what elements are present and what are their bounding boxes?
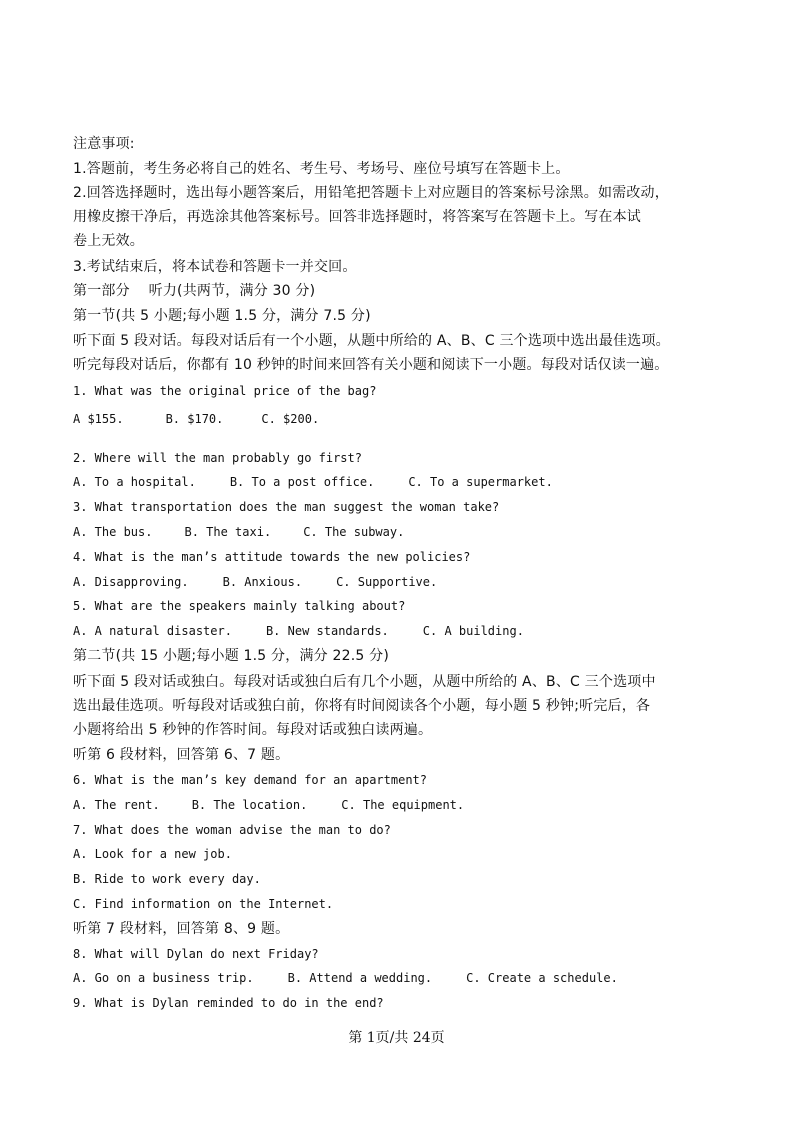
- question-7-stem: 7. What does the woman advise the man to do?: [73, 823, 391, 837]
- question-3-options: [73, 526, 404, 538]
- notice-item-2-cont: 用橡皮擦干净后，再选涂其他答案标号。回答非选择题时，将答案写在答题卡上。写在本试: [73, 209, 641, 225]
- option-b: B. To a post office.: [229, 475, 375, 489]
- section1-instruction-2: 听完每段对话后，你都有 10 秒钟的时间来回答有关小题和阅读下一小题。每段对话仅读一遍。: [73, 357, 669, 373]
- section2-instruction-2: 选出最佳选项。听每段对话或独白前，你将有时间阅读各个小题，每小题 5 秒钟;听完后，各: [73, 698, 651, 714]
- question-2-stem: 2. Where will the man probably go first?: [73, 451, 362, 465]
- option-a: A $155.: [73, 412, 124, 426]
- option-b: B. New standards.: [265, 624, 389, 638]
- question-5-options: [73, 625, 524, 637]
- question-3-stem: 3. What transportation does the man suggest the woman take?: [73, 500, 500, 514]
- question-4-options: [73, 576, 437, 588]
- material-7-heading: 听第 7 段材料，回答第 8、9 题。: [73, 921, 290, 937]
- part1-title: 第一部分 听力(共两节，满分 30 分): [73, 283, 316, 299]
- notice-item-2-end: 卷上无效。: [73, 233, 144, 249]
- question-7-option-c: C. Find information on the Internet.: [73, 897, 334, 911]
- option-a: A. A natural disaster.: [73, 624, 232, 638]
- question-1-options: [73, 413, 319, 425]
- option-c: C. The subway.: [303, 525, 405, 539]
- option-c: C. The equipment.: [341, 798, 465, 812]
- notice-item-3: 3.考试结束后，将本试卷和答题卡一并交回。: [73, 259, 357, 275]
- option-c: C. Supportive.: [336, 575, 438, 589]
- option-c: C. A building.: [422, 624, 524, 638]
- option-c: C. Create a schedule.: [466, 971, 618, 985]
- notice-item-2: 2.回答选择题时，选出每小题答案后，用铅笔把答题卡上对应题目的答案标号涂黑。如需改动，: [73, 185, 669, 201]
- option-b: B. Attend a wedding.: [287, 971, 433, 985]
- option-b: B. The taxi.: [184, 525, 272, 539]
- question-7-option-a: A. Look for a new job.: [73, 847, 232, 861]
- question-6-options: [73, 799, 464, 811]
- section1-title: 第一节(共 5 小题;每小题 1.5 分，满分 7.5 分): [73, 308, 371, 324]
- question-2-options: [73, 476, 553, 488]
- option-c: C. To a supermarket.: [408, 475, 553, 489]
- page-number-footer: 第 1页/共 24页: [348, 1030, 445, 1046]
- option-a: A. Disapproving.: [73, 575, 189, 589]
- section2-instruction-1: 听下面 5 段对话或独白。每段对话或独白后有几个小题，从题中所给的 A、B、C 三个选项中: [73, 674, 656, 690]
- material-6-heading: 听第 6 段材料，回答第 6、7 题。: [73, 747, 290, 763]
- option-a: A. The rent.: [73, 798, 160, 812]
- question-9-stem: 9. What is Dylan reminded to do in the end?: [73, 996, 384, 1010]
- option-b: B. The location.: [191, 798, 308, 812]
- question-6-stem: 6. What is the man’s key demand for an apartment?: [73, 773, 428, 787]
- option-b: B. $170.: [165, 412, 224, 426]
- option-c: C. $200.: [261, 412, 320, 426]
- question-1-stem: 1. What was the original price of the bag?: [73, 384, 377, 398]
- option-b: B. Anxious.: [222, 575, 303, 589]
- option-a: A. Go on a business trip.: [73, 971, 254, 985]
- notice-item-1: 1.答题前，考生务必将自己的姓名、考生号、考场号、座位号填写在答题卡上。: [73, 161, 570, 177]
- question-4-stem: 4. What is the man’s attitude towards the new policies?: [73, 550, 471, 564]
- option-a: A. To a hospital.: [73, 475, 196, 489]
- section2-title: 第二节(共 15 小题;每小题 1.5 分，满分 22.5 分): [73, 648, 389, 664]
- question-8-stem: 8. What will Dylan do next Friday?: [73, 947, 319, 961]
- notice-title: 注意事项:: [73, 136, 135, 152]
- section1-instruction-1: 听下面 5 段对话。每段对话后有一个小题，从题中所给的 A、B、C 三个选项中选出最佳选项。: [73, 333, 670, 349]
- option-a: A. The bus.: [73, 525, 153, 539]
- section2-instruction-3: 小题将给出 5 秒钟的作答时间。每段对话或独白读两遍。: [73, 722, 433, 738]
- question-7-option-b: B. Ride to work every day.: [73, 872, 261, 886]
- question-8-options: [73, 972, 618, 984]
- question-5-stem: 5. What are the speakers mainly talking about?: [73, 599, 406, 613]
